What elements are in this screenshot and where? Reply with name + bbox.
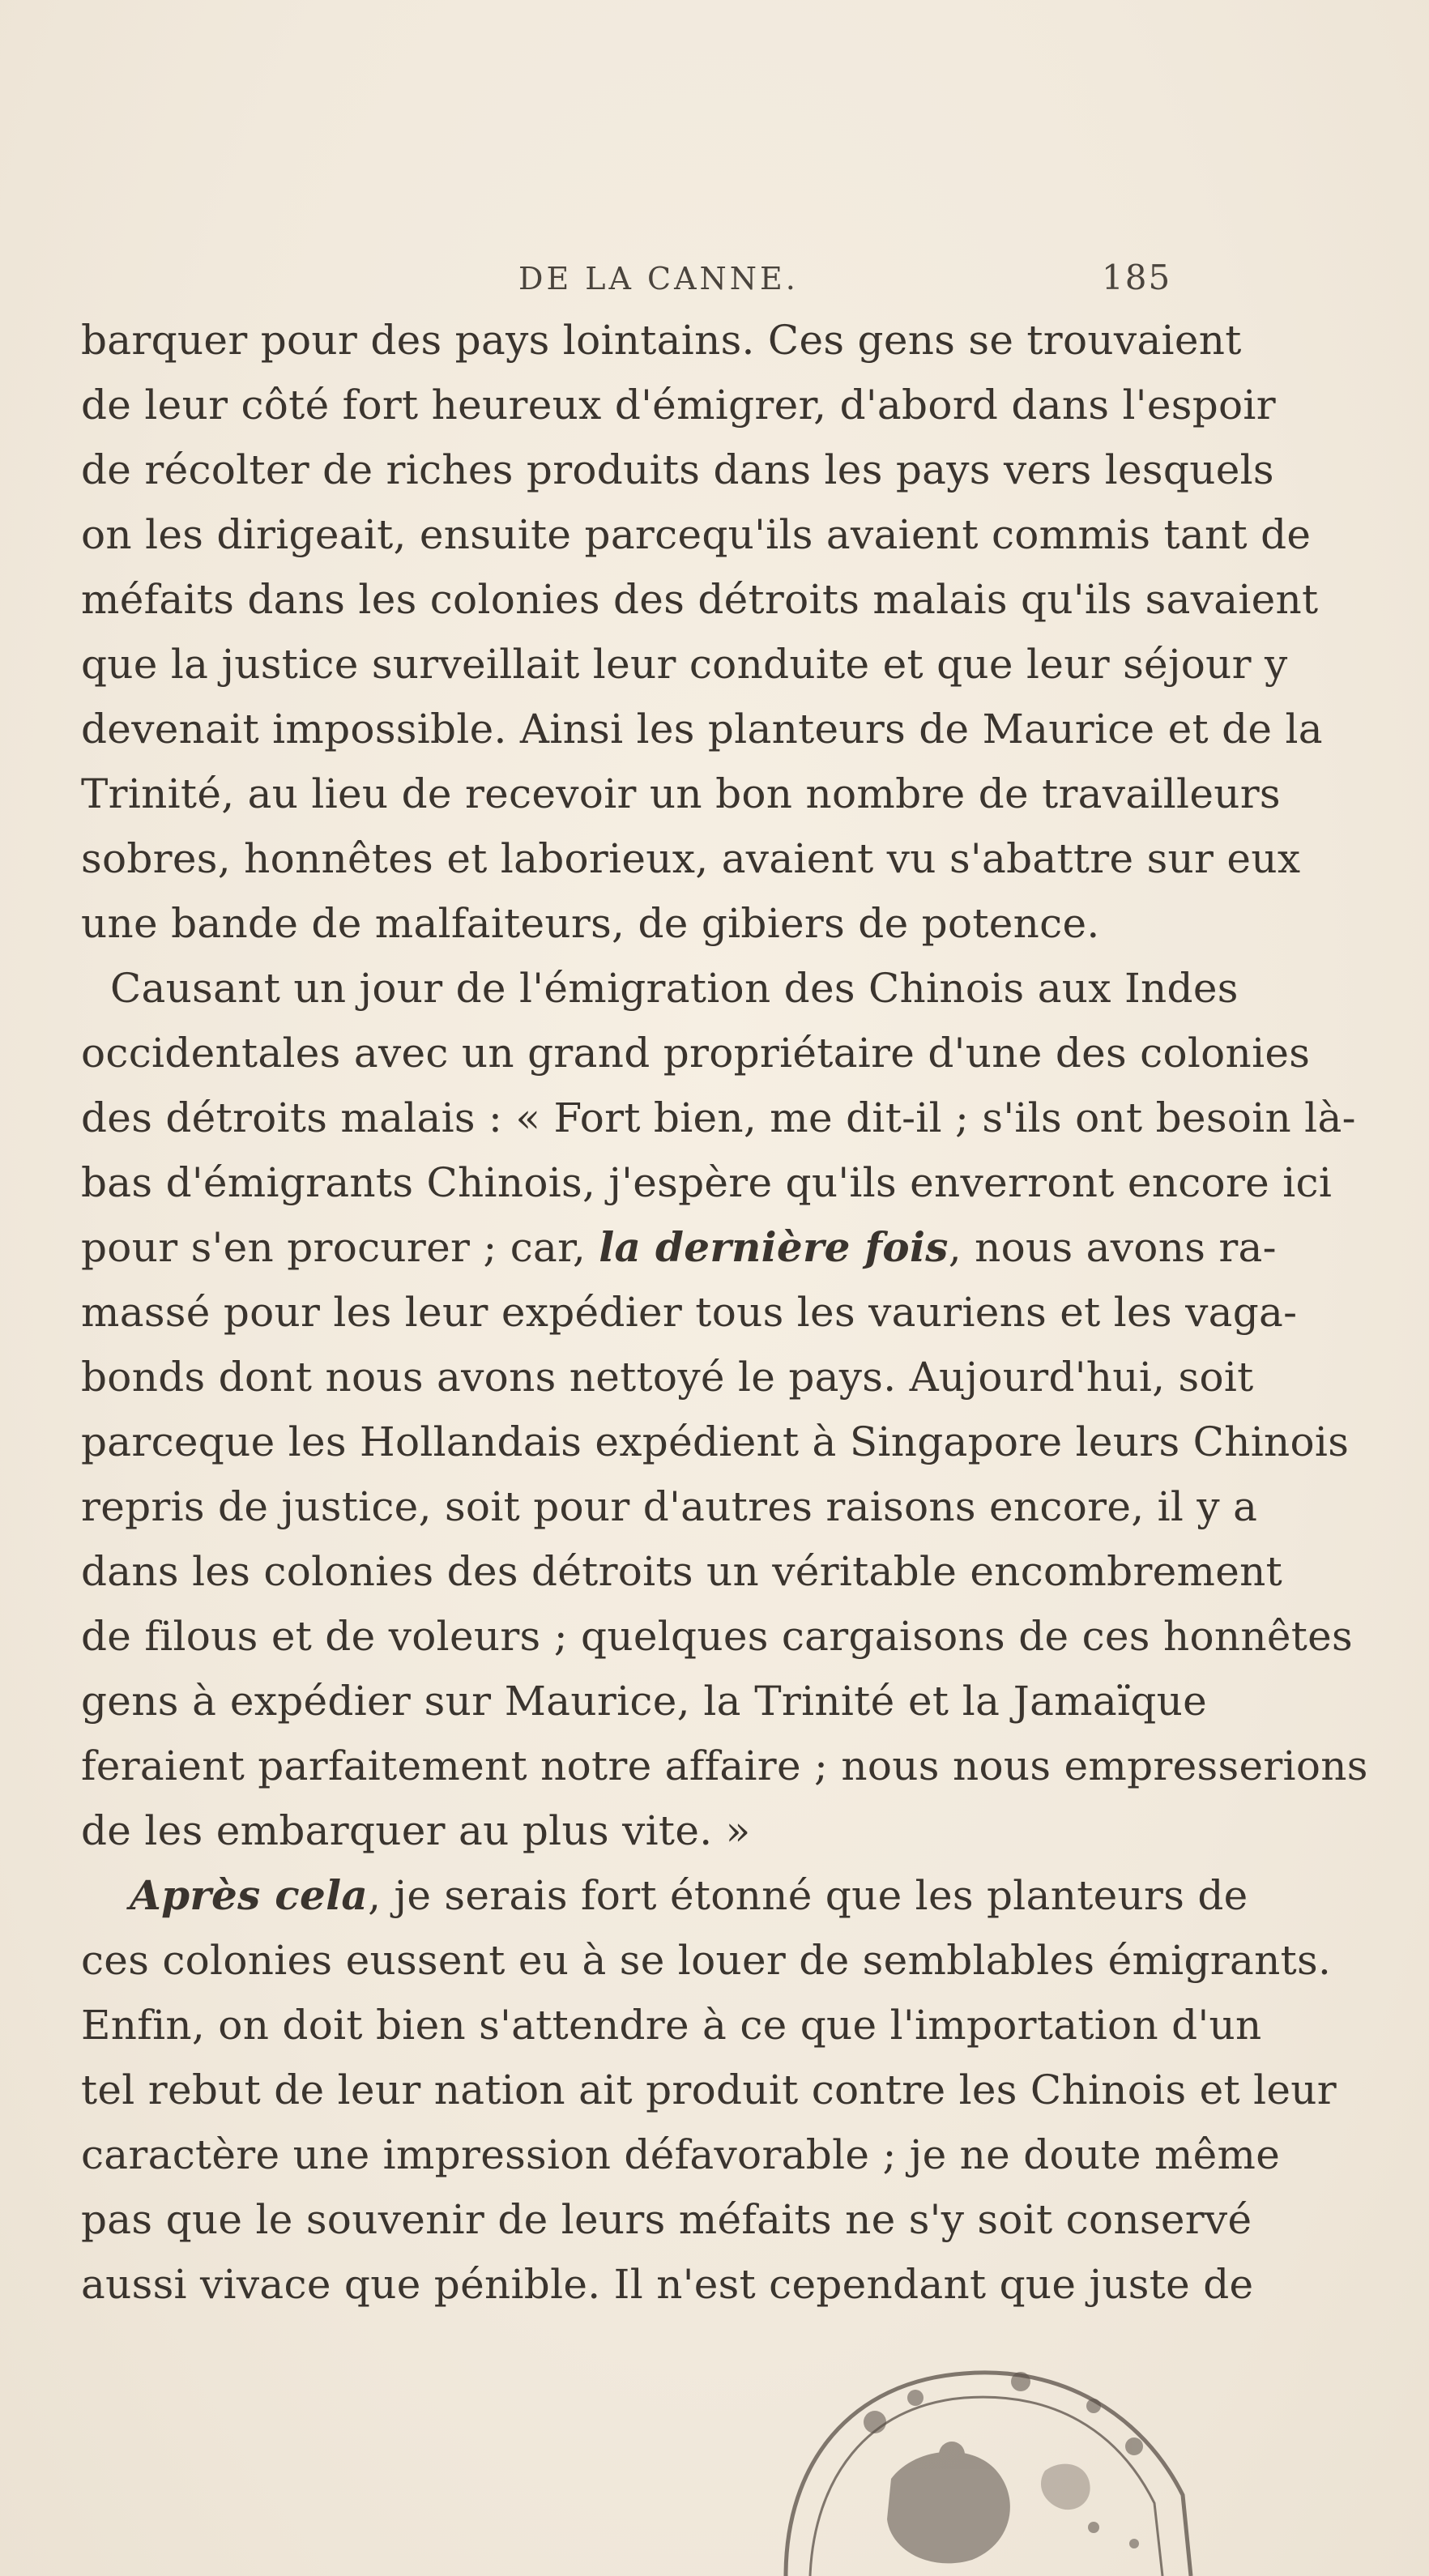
text-line: tel rebut de leur nation ait produit contre les Chinois et leur	[81, 2066, 1337, 2113]
text-line: de les embarquer au plus vite. »	[81, 1807, 751, 1854]
text-line: on les dirigeait, ensuite parcequ'ils avaient commis tant de	[81, 511, 1312, 558]
text-line: méfaits dans les colonies des détroits malais qu'ils savaient	[81, 576, 1319, 623]
text-line: de récolter de riches produits dans les pays vers lesquels	[81, 446, 1274, 493]
paragraph-start-line: Après cela, je serais fort étonné que les planteurs de	[130, 1871, 1248, 1919]
text-line: massé pour les leur expédier tous les vauriens et les vaga-	[81, 1289, 1298, 1336]
text-line: bonds dont nous avons nettoyé le pays. Aujourd'hui, soit	[81, 1354, 1254, 1401]
library-stamp-icon	[753, 2284, 1223, 2576]
text-line: sobres, honnêtes et laborieux, avaient vu s'abattre sur eux	[81, 835, 1301, 882]
body-text	[81, 308, 1368, 2317]
running-title: DE LA CANNE.	[518, 261, 799, 296]
text-line: pas que le souvenir de leurs méfaits ne s'y soit conservé	[81, 2196, 1252, 2243]
paragraph-start-line: Causant un jour de l'émigration des Chinois aux Indes	[110, 965, 1239, 1012]
text-line: Enfin, on doit bien s'attendre à ce que l'importation d'un	[81, 2002, 1262, 2049]
text-line: barquer pour des pays lointains. Ces gens se trouvaient	[81, 317, 1242, 364]
text-line: occidentales avec un grand propriétaire d'une des colonies	[81, 1030, 1311, 1077]
italic-phrase: la dernière fois	[599, 1223, 949, 1271]
text-line-with-italic	[81, 1215, 1277, 1280]
text-line: de leur côté fort heureux d'émigrer, d'abord dans l'espoir	[81, 382, 1276, 429]
page-number: 185	[1102, 258, 1172, 297]
text-line: de filous et de voleurs ; quelques cargaisons de ces honnêtes	[81, 1613, 1353, 1660]
text-line: des détroits malais : « Fort bien, me dit-il ; s'ils ont besoin là-	[81, 1094, 1356, 1141]
text-line: Trinité, au lieu de recevoir un bon nombre de travailleurs	[81, 770, 1281, 817]
text-line: une bande de malfaiteurs, de gibiers de potence.	[81, 900, 1100, 947]
text-line: ces colonies eussent eu à se louer de semblables émigrants.	[81, 1937, 1332, 1984]
text-line: feraient parfaitement notre affaire ; nous nous empresserions	[81, 1742, 1368, 1789]
text-line: repris de justice, soit pour d'autres raisons encore, il y a	[81, 1483, 1258, 1530]
text-line: caractère une impression défavorable ; je ne doute même	[81, 2131, 1281, 2178]
text-line: bas d'émigrants Chinois, j'espère qu'ils enverront encore ici	[81, 1159, 1333, 1206]
text-line: aussi vivace que pénible. Il n'est cependant que juste de	[81, 2261, 1254, 2308]
text-line: dans les colonies des détroits un véritable encombrement	[81, 1548, 1283, 1595]
text-line: que la justice surveillait leur conduite et que leur séjour y	[81, 641, 1288, 688]
italic-phrase: Après cela	[130, 1871, 369, 1919]
text-line: devenait impossible. Ainsi les planteurs de Maurice et de la	[81, 706, 1323, 753]
text-line: pour s'en procurer ; car, la dernière fois, nous avons ra-	[81, 1223, 1277, 1271]
text-line: gens à expédier sur Maurice, la Trinité et la Jamaïque	[81, 1678, 1207, 1725]
text-line: parceque les Hollandais expédient à Singapore leurs Chinois	[81, 1418, 1350, 1465]
